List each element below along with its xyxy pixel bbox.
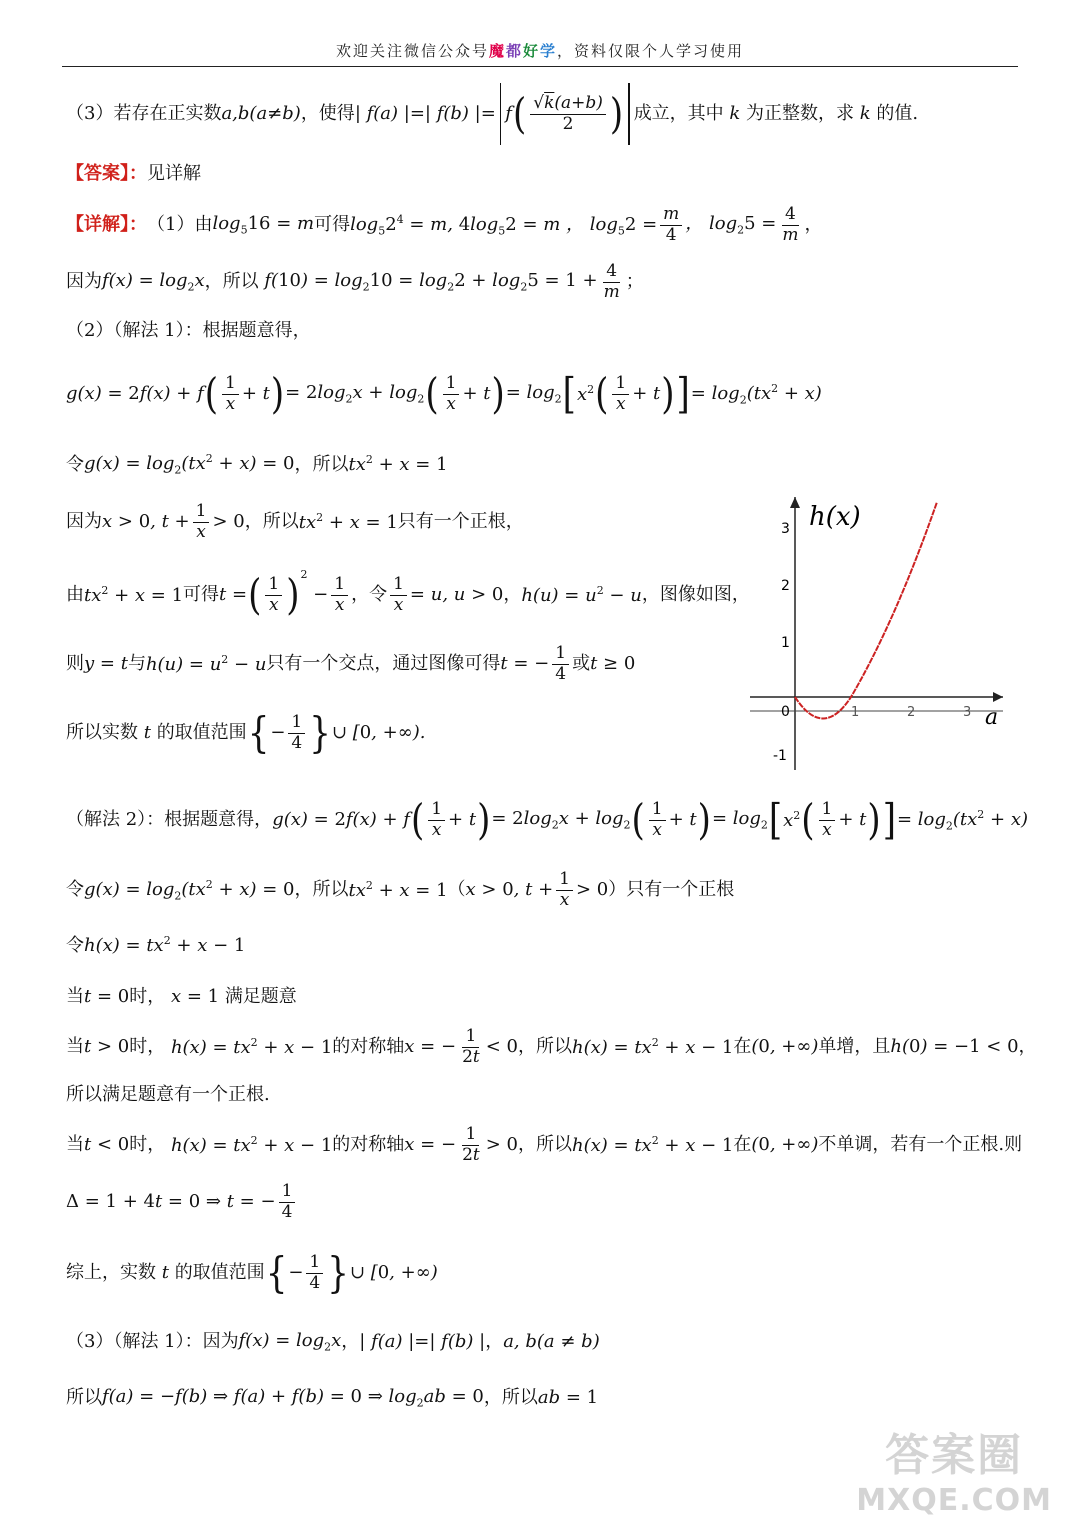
fraction: $\frac{1}{4}$ <box>288 713 305 753</box>
math: = $2\log_2x + \log_2$ <box>491 808 631 832</box>
part2-dandeng: 单增，且 <box>818 1036 891 1058</box>
part2-manzu2-line <box>66 1084 270 1106</box>
watermark-line1: 答案圈 <box>885 1430 1024 1481</box>
math: $tx^2 + x = 1$ <box>348 878 448 901</box>
page-header <box>62 40 1018 67</box>
fraction: $\frac{4}{m}$ <box>603 260 620 302</box>
math: t ≥ 0 <box>590 653 636 675</box>
fraction: $\frac{1}{x}$ <box>612 374 629 414</box>
math: f <box>505 103 512 125</box>
part2-kede: 可得 <box>183 584 220 606</box>
math: $h(u) = u^2 - u$ <box>145 652 267 675</box>
fraction: $\frac{1}{x}$ <box>390 575 407 615</box>
part2-method2: （解法 2）：根据题意得， <box>66 809 273 831</box>
part2-line-ling: 令 $g(x) = \log_2(tx^2 + x) = 0$ ，所以 $tx^2 + x = 1$ <box>66 452 448 477</box>
y-tick-3: 3 <box>781 521 790 537</box>
math: = $\log_2(tx^2 + x)$ <box>690 381 822 407</box>
math: x > 0, t + <box>102 511 190 533</box>
part3-suoyi: 所以 <box>66 1387 102 1409</box>
math: $h(x) = tx^2 + x - 1$ <box>165 1133 333 1156</box>
part2-dang-3: 当 <box>66 1134 84 1156</box>
y-tick-1: 1 <box>781 635 790 651</box>
part2-dang: 当 <box>66 986 84 1007</box>
detail-label: 【详解】： <box>66 214 147 236</box>
math: | f(a) |=| f(b) | <box>359 1331 486 1353</box>
part2-line-you: 由 $tx^2 + x = 1$ 可得 t = ( $\frac{1}{x}$ ) $^2$ − $\frac{1}{x}$ ，令 $\frac{1}{x}$ = u, u > 0 ， $h(u) = u^2 - u$ ，图像如图， <box>66 568 750 620</box>
part2-line-range: 所以实数 t 的取值范围 { − $\frac{1}{4}$ } ∪ [0, +∞). <box>66 708 426 758</box>
part2-because: 因为 <box>66 511 102 533</box>
part2-yu: 与 <box>127 653 146 675</box>
watermark-line2: MXQE.COM <box>856 1483 1052 1518</box>
part2-method1: （2）（解法 1）：根据题意得， <box>66 320 311 341</box>
answer-label: 【答案】： <box>66 163 147 184</box>
math: $tx^2 + x = 1$ <box>348 453 448 476</box>
math: $tx^2 + x = 1$ <box>298 510 398 533</box>
math: ∪ [0, +∞). <box>331 722 426 744</box>
part2-case-t0: 当 t = 0 时， x = 1 满足题意 <box>66 986 297 1007</box>
part2-case-tpos: 当 t > 0 时， $h(x) = tx^2 + x - 1$ 的对称轴 x = − $\frac{1}{2t}$ < 0 ，所以 $h(x) = tx^2 + x - 1$ 在 (0, +∞) 单增，且 h(0) = −1 < 0 ， <box>66 1025 1037 1067</box>
fraction: $\frac{1}{2t}$ <box>462 1123 480 1165</box>
x-tick-0: 0 <box>781 704 790 720</box>
part2-you: 由 <box>66 584 84 606</box>
answer-line <box>66 163 201 185</box>
part2-shi-2: 时， <box>129 1036 166 1058</box>
part2-only-one-root2: 只有一个正根 <box>626 879 735 901</box>
q3-label: （3）若存在正实数 <box>66 103 222 125</box>
math: $h(u) = u^2 - u$ <box>521 583 642 606</box>
answer-text: 见详解 <box>147 163 201 184</box>
watermark-logo <box>856 1419 1052 1518</box>
math: f(a) = −f(b) ⇒ f(a) + f(b) = 0 ⇒ $\log_2ab = 0$ <box>102 1386 484 1410</box>
abs-bar <box>628 83 630 145</box>
abs-bar <box>500 83 502 145</box>
part2-zai: 在 <box>733 1036 752 1058</box>
math: $f(x) = \log_2x$ <box>238 1330 342 1354</box>
fraction: $\frac{m}{4}$ <box>660 205 682 245</box>
math: g(x) = 2f(x) + f <box>272 809 410 831</box>
math: a, b(a ≠ b) <box>503 1331 600 1353</box>
fraction: $\frac{1}{4}$ <box>306 1253 323 1293</box>
header-text-before: 欢迎关注微信公众号 <box>335 42 489 60</box>
part2-range-text3: 的取值范围 <box>174 1262 265 1284</box>
math: $g(x) = \log_2(tx^2 + x) = 0$ <box>84 452 295 477</box>
math: = $\log_2$ <box>505 382 562 406</box>
detail-line-1: 【详解】： （1）由 $\log_516 = m$ 可得 $\log_52^4 = m$, $4\log_52 = m$ ， $\log_52$ = $\frac{m}{4}$ ， $\log_25$ = $\frac{4}{m}$ ， <box>66 203 823 245</box>
part2-zai-2: 在 <box>733 1134 752 1156</box>
paren: ) <box>609 89 624 139</box>
header-brand-2: 都 <box>505 42 523 60</box>
x-axis-arrow-icon <box>993 692 1003 702</box>
part2-dang-2: 当 <box>66 1036 84 1058</box>
math: $h(x) = tx^2 + x - 1$ <box>84 934 246 956</box>
fraction: $\frac{1}{x}$ <box>649 800 666 840</box>
part2-duichen-2: 的对称轴 <box>332 1134 405 1156</box>
math: $\log_516 = m$ <box>212 213 315 237</box>
part2-budandiao: 不单调，若有一个正根.则 <box>818 1134 1023 1156</box>
q3-mid: ，使得 <box>300 103 355 125</box>
part2-range-text2: 的取值范围 <box>156 722 247 744</box>
part3-line-1: （3）（解法 1）：因为 $f(x) = \log_2x$ ， | f(a) |=| f(b) | ， a, b(a ≠ b) <box>66 1330 600 1354</box>
fraction: $\frac{√k(a+b)}{2}$ <box>530 94 606 134</box>
part2-line-because: 因为 x > 0, t + $\frac{1}{x}$ > 0 ，所以 $tx^2 + x = 1$ 只有一个正根， <box>66 500 524 542</box>
detail-kede: 可得 <box>314 214 351 236</box>
part2-shi-3: 时， <box>129 1134 166 1156</box>
fraction: $\frac{1}{x}$ <box>222 374 239 414</box>
detail-line-2: 因为 $f(x) = \log_2x$ ，所以 $f(10) = \log_210 = \log_22 + \log_25 = 1$ + $\frac{4}{m}$ ； <box>66 260 644 302</box>
math: $\log_52^4 = m$, $4\log_52 = m$ ， $\log_52$ = <box>350 212 658 238</box>
math: Δ = 1 + 4t = 0 ⇒ t = − <box>66 1191 276 1213</box>
fraction: $\frac{1}{2t}$ <box>462 1025 480 1067</box>
math: $f(x) = \log_2x$ <box>102 270 205 294</box>
part2-delta-line <box>66 1176 298 1228</box>
paren: ( <box>512 89 527 139</box>
part2-case-tneg: 当 t < 0 时， $h(x) = tx^2 + x - 1$ 的对称轴 x = − $\frac{1}{2t}$ > 0 ，所以 $h(x) = tx^2 + x - 1$ 在 (0, +∞) 不单调，若有一个正根.则 <box>66 1123 1023 1165</box>
x-tick-1: 1 <box>851 705 860 720</box>
fraction: $\frac{1}{x}$ <box>556 870 573 910</box>
fraction: $\frac{1}{x}$ <box>331 575 348 615</box>
graph-title: h(x) <box>809 502 861 532</box>
q3-end2: 的值. <box>876 103 919 125</box>
header-brand-1: 魔 <box>488 42 506 60</box>
function-graph <box>745 492 1010 777</box>
part2-duichen: 的对称轴 <box>332 1036 405 1058</box>
math: t = <box>219 584 248 606</box>
math: $tx^2 + x = 1$ <box>84 583 184 606</box>
part3-suoyi2: ，所以 <box>483 1387 538 1409</box>
math: ∪ [0, +∞) <box>349 1262 438 1284</box>
part2-ling: 令 <box>66 453 84 475</box>
math: ， $\log_25$ = <box>685 213 777 237</box>
part2-jiaodian: 只有一个交点，通过图像可得 <box>266 653 501 675</box>
math: $h(x) = tx^2 + x - 1$ <box>165 1035 333 1058</box>
fraction: $\frac{1}{x}$ <box>265 575 282 615</box>
math: $g(x) = \log_2(tx^2 + x) = 0$ <box>84 877 295 903</box>
detail-part1b: 因为 <box>66 271 102 293</box>
part2-method2-h <box>66 934 245 957</box>
detail-suoyi: ，所以 <box>204 271 259 293</box>
math: a,b(a≠b) <box>221 103 301 125</box>
math: k <box>723 103 747 125</box>
header-brand-4: 学 <box>540 42 558 60</box>
part2-manzu2: 所以满足题意有一个正根. <box>66 1084 270 1105</box>
part2-shi: 时， <box>129 986 166 1007</box>
part3-method1: （3）（解法 1）：因为 <box>66 1331 239 1353</box>
fraction: $\frac{1}{4}$ <box>279 1182 296 1222</box>
part2-method1-title <box>66 320 311 342</box>
header-brand-3: 好 <box>523 42 541 60</box>
part2-tuxiang: ，图像如图， <box>641 584 750 606</box>
math: | f(a) |=| f(b) |= <box>354 103 496 125</box>
fraction: $\frac{1}{x}$ <box>443 374 460 414</box>
math: $h(x) = tx^2 + x - 1$ <box>572 1133 734 1156</box>
part2-ling-3: 令 <box>66 934 84 956</box>
detail-part1: （1）由 <box>147 214 213 236</box>
x-tick-2: 2 <box>907 705 916 720</box>
part2-g-formula: g(x) = 2f(x) + f ( $\frac{1}{x}$ + t ) = $2\log_2x + \log_2$ ( $\frac{1}{x}$ + t ) = $\log_2$ [ $x^2$ ( $\frac{1}{x}$ + t ) ] = $\log_2(tx^2 + x)$ <box>66 369 822 419</box>
part2-zongshang: 综上，实数 <box>66 1262 156 1284</box>
curve-h <box>795 502 937 719</box>
part2-method2-ling: 令 $g(x) = \log_2(tx^2 + x) = 0$ ，所以 $tx^2 + x = 1$ （ x > 0, t + $\frac{1}{x}$ > 0 ） 只有一个正根 <box>66 868 735 910</box>
math: = $\log_2(tx^2 + x)$ <box>896 807 1028 833</box>
part2-line-ze <box>66 638 635 690</box>
part2-manzu: 满足题意 <box>224 986 297 1007</box>
fraction: $\frac{4}{m}$ <box>782 203 799 245</box>
fraction: $\frac{1}{4}$ <box>552 644 569 684</box>
q3-k-desc: 为正整数，求 <box>746 103 855 125</box>
x-tick-3: 3 <box>963 705 972 720</box>
part2-range-text: 所以实数 <box>66 722 138 744</box>
part2-huo: 或 <box>572 653 591 675</box>
math: g(x) = 2f(x) + f <box>66 383 204 405</box>
math: $h(x) = tx^2 + x - 1$ <box>572 1035 734 1058</box>
part2-ling-2: 令 <box>66 879 84 901</box>
math: t = − <box>500 653 550 675</box>
part2-only-one-root: 只有一个正根， <box>397 511 524 533</box>
math: y = t <box>84 653 128 675</box>
math: ab = 1 <box>537 1387 599 1409</box>
y-tick-2: 2 <box>781 578 790 594</box>
question-3 <box>66 82 918 146</box>
part3-line-2 <box>66 1386 598 1410</box>
math: $f(10) = \log_210 = \log_22 + \log_25 = 1$ + <box>258 270 598 294</box>
math: k <box>854 103 877 125</box>
part2-ze: 则 <box>66 653 84 675</box>
fraction: $\frac{1}{x}$ <box>428 800 445 840</box>
header-text-after: ，资料仅限个人学习使用 <box>557 42 745 60</box>
q3-end: 成立，其中 <box>633 103 724 125</box>
part2-method2-formula: （解法 2）：根据题意得， g(x) = 2f(x) + f ( $\frac{1}{x}$ + t ) = $2\log_2x + \log_2$ ( $\frac{1}{x}$ + t ) = $\log_2$ [ $x^2$ ( $\frac{1}{x}$ + t ) ] = $\log_2(tx^2 + x)$ <box>66 795 1028 845</box>
math: = $2\log_2x + \log_2$ <box>285 382 425 406</box>
math: = $\log_2$ <box>711 808 768 832</box>
y-axis-arrow-icon <box>790 497 800 508</box>
y-tick-neg1: -1 <box>773 748 787 764</box>
graph-x-label: a <box>985 705 999 730</box>
fraction: $\frac{1}{x}$ <box>819 800 836 840</box>
fraction: $\frac{1}{x}$ <box>193 502 210 542</box>
part2-summary: 综上，实数 t 的取值范围 { − $\frac{1}{4}$ } ∪ [0, +∞) <box>66 1248 438 1298</box>
